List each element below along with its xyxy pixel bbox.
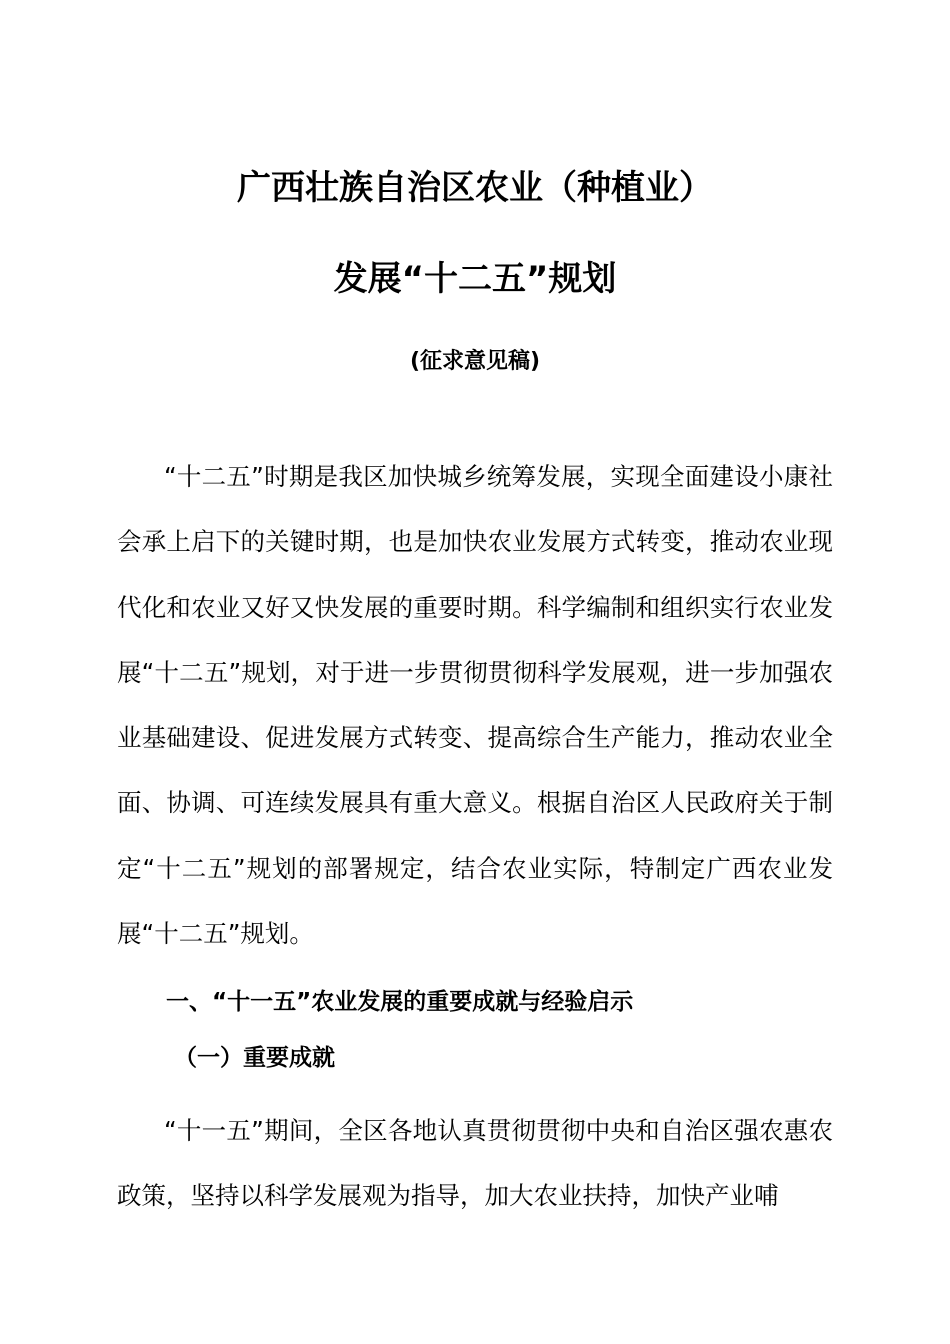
document-subtitle: (征求意见稿) — [409, 349, 541, 374]
section-heading: 一、“十一五”农业发展的重要成就与经验启示 — [166, 989, 634, 1015]
subsection-heading: （一）重要成就 — [174, 1045, 335, 1071]
body-paragraph: “十一五”期间，全区各地认真贯彻贯彻中央和自治区强农惠农政策，坚持以科学发展观为指导，加大农业扶持，加快产业哺 — [117, 1116, 833, 1211]
document-title-line-1: 广西壮族自治区农业（种植业） — [237, 168, 713, 208]
intro-paragraph: “十二五”时期是我区加快城乡统筹发展，实现全面建设小康社会承上启下的关键时期，也是加快农业发展方式转变，推动农业现代化和农业又好又快发展的重要时期。科学编制和组织实行农业发展“十二五”规划，对于进一步贯彻贯彻科学发展观，进一步加强农业基础建设、促进发展方式转变、提高综合生产能力，推动农业全面、协调、可连续发展具有重大意义。根据自治区人民政府关于制定“十二五”规划的部署规定，结合农业实际，特制定广西农业发展“十二五”规划。 — [117, 462, 833, 949]
document-title-line-2: 发展“十二五”规划 — [333, 259, 617, 299]
